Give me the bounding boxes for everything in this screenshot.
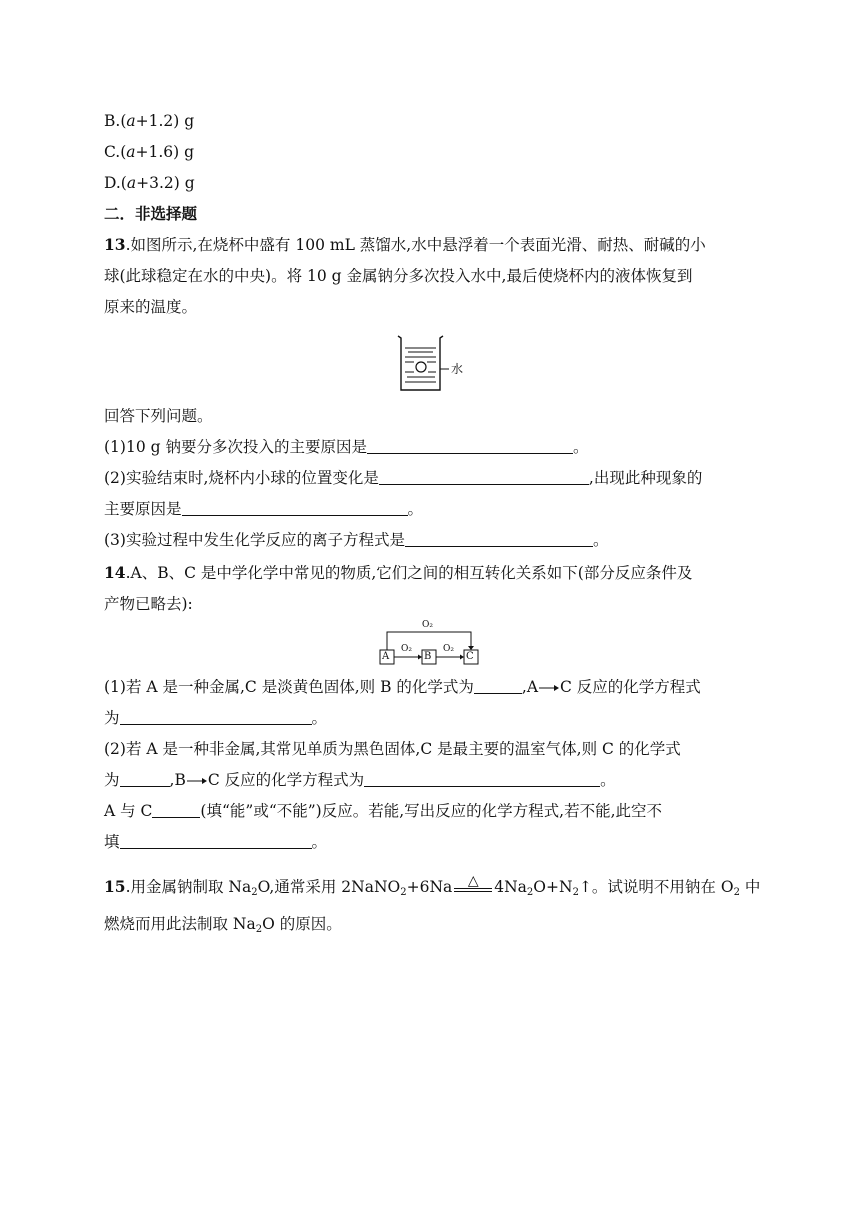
answer-blank[interactable] xyxy=(405,531,593,547)
q13-part3: (3)实验过程中发生化学反应的离子方程式是 。 xyxy=(104,531,609,549)
q13-prompt: 回答下列问题。 xyxy=(104,407,213,425)
q15-stem-line2: 燃烧而用此法制取 $Na_2O$ 的原因。 xyxy=(104,915,342,935)
answer-blank[interactable] xyxy=(120,771,170,787)
q14-part2-cont: 为 ,B C 反应的化学方程式为 。 xyxy=(104,771,616,789)
answer-blank[interactable] xyxy=(182,500,408,516)
o2-top-label: O₂ xyxy=(422,620,433,630)
q14-part1-cont: 为 。 xyxy=(104,709,328,727)
node-a: A xyxy=(382,651,390,662)
reaction-arrow-icon xyxy=(186,776,208,786)
answer-blank[interactable] xyxy=(120,709,312,725)
option-c: C.(a+1.6) g xyxy=(104,143,195,161)
q13-part2-cont: 主要原因是 。 xyxy=(104,500,424,518)
node-c: C xyxy=(466,651,474,662)
q14-part3-cont: 填 。 xyxy=(104,833,328,851)
answer-blank[interactable] xyxy=(379,469,589,485)
answer-blank[interactable] xyxy=(364,771,600,787)
q13-stem-line1: 13.如图所示,在烧杯中盛有 100 mL 蒸馏水,水中悬浮着一个表面光滑、耐热、耐碱的小 xyxy=(104,235,706,254)
answer-blank[interactable] xyxy=(120,833,312,849)
o2-ab-label: O₂ xyxy=(401,644,412,654)
reaction-arrow-icon xyxy=(538,683,560,693)
o2-bc-label: O₂ xyxy=(443,644,454,654)
answer-blank[interactable] xyxy=(474,678,522,694)
q13-stem-line3: 原来的温度。 xyxy=(104,298,198,316)
option-b: B.(a+1.2) g xyxy=(104,112,195,130)
q14-part3: A 与 C (填“能”或“不能”)反应。若能,写出反应的化学方程式,若不能,此空不 xyxy=(104,802,662,820)
q15-stem-line1: 15.用金属钠制取 $Na_2O$,通常采用 2NaNO$_2$+6Na △ $4Na_2O+N_2↑$。试说明不用钠在 $O_2$ 中 xyxy=(104,876,760,898)
q14-stem-line2: 产物已略去): xyxy=(104,595,193,613)
water-label: 水 xyxy=(451,362,464,376)
heat-condition-icon: △ xyxy=(467,873,479,889)
q13-stem-line2: 球(此球稳定在水的中央)。将 10 g 金属钠分多次投入水中,最后使烧杯内的液体恢复到 xyxy=(104,267,693,285)
q13-part1: (1)10 g 钠要分多次投入的主要原因是 。 xyxy=(104,438,589,456)
q14-part1: (1)若 A 是一种金属,C 是淡黄色固体,则 B 的化学式为 ,A C 反应的化学方程式 xyxy=(104,678,701,696)
beaker-figure xyxy=(395,330,475,394)
answer-blank[interactable] xyxy=(152,802,200,818)
heat-equals-sign xyxy=(452,873,494,898)
q13-part2: (2)实验结束时,烧杯内小球的位置变化是 ,出现此种现象的 xyxy=(104,469,703,487)
node-b: B xyxy=(424,651,432,662)
abc-diagram xyxy=(378,620,482,668)
option-d: D.(a+3.2) g xyxy=(104,174,195,192)
answer-blank[interactable] xyxy=(367,438,573,454)
section-title: 二．非选择题 xyxy=(104,204,198,223)
q14-part2: (2)若 A 是一种非金属,其常见单质为黑色固体,C 是最主要的温室气体,则 C 的化学式 xyxy=(104,740,681,758)
q14-stem-line1: 14.A、B、C 是中学化学中常见的物质,它们之间的相互转化关系如下(部分反应条件及 xyxy=(104,563,693,582)
